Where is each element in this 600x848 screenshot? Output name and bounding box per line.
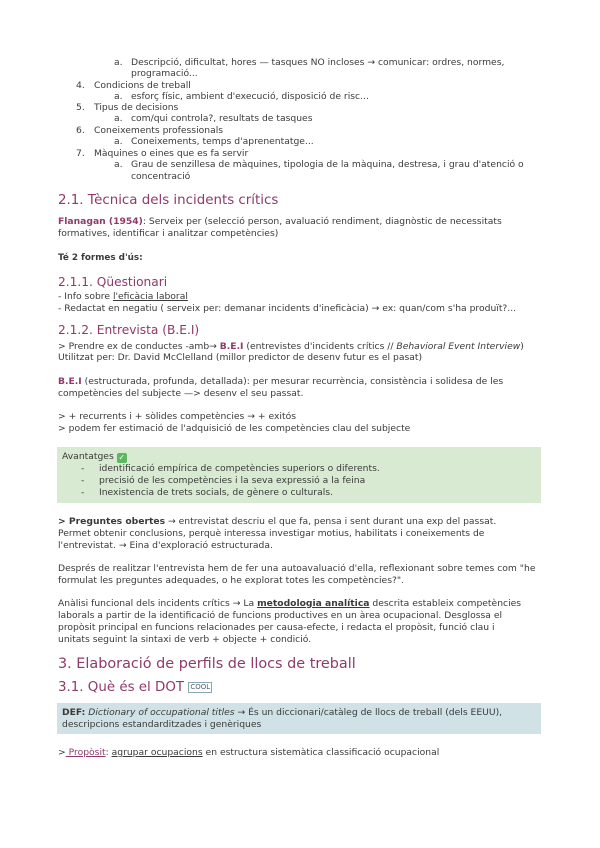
proposit-text: en estructura sistemàtica classificació ocupacional: [202, 747, 440, 758]
proposit-label: Propòsit: [65, 747, 106, 758]
bei-text-cont: competències del subjecte —> desenv el seu passat.: [58, 388, 304, 399]
heading-3-1: [58, 680, 212, 695]
functional-text: Anàlisi funcional dels incidents crítics → La: [58, 598, 258, 609]
list-marker: 4.: [76, 80, 85, 91]
advantage-item: identificació empírica de competències superiors o diferents.: [99, 463, 380, 474]
bei-point: > podem fer estimació de l'adquisició de les competències clau del subjecte: [58, 423, 411, 434]
heading-3-1-text: 3.1. Què és el DOT: [58, 680, 185, 695]
bullet-dash: -: [81, 463, 85, 474]
open-questions-line: [58, 516, 496, 528]
bei-english-term: Behavioral Event Interview: [396, 341, 521, 352]
definition-line: [62, 707, 502, 719]
list-marker: 6.: [76, 125, 85, 136]
functional-text: laborals a partir de la identificació de funcions productives en un àrea ocupacional. Desglossa el: [58, 610, 503, 621]
bei-term: B.E.I: [219, 341, 244, 352]
open-questions-text: Permet obtenir conclusions, perquè interessa investigar motius, habilitats i coneixements de: [58, 528, 485, 539]
advantage-item: Inexistencia de trets socials, de gènere o culturals.: [99, 487, 333, 498]
bullet-dash: -: [81, 487, 85, 498]
open-questions-text: → entrevistat descriu el que fa, pensa i sent durant una exp del passat.: [165, 516, 497, 527]
open-questions-text: l'entrevistat. → Eina d'exploració estructurada.: [58, 540, 273, 551]
list-marker: a.: [114, 159, 123, 170]
list-marker: a.: [114, 91, 123, 102]
questionari-text: - Info sobre: [58, 291, 113, 302]
bei-intro-text: ): [520, 341, 524, 352]
bei-used-by: Utilitzat per: Dr. David McClelland (millor predictor de desenv futur es el pasat): [58, 352, 423, 363]
heading-2-1-2: 2.1.2. Entrevista (B.E.I): [58, 323, 200, 337]
bei-intro-text: (entrevistes d'incidents crítics //: [243, 341, 397, 352]
questionari-line: - Redactat en negatiu ( serveix per: demanar incidents d'ineficàcia) → ex: quan/com s'ha produït?...: [58, 303, 517, 314]
flanagan-text-cont: formatives, identificar i analitzar competències): [58, 228, 279, 239]
flanagan-label: Flanagan (1954): [58, 216, 143, 227]
proposit-colon: :: [105, 747, 112, 758]
functional-text: propòsit principal en funcions relacionades per causa-efecte, i redacta el propòsit, funció clau i: [58, 622, 495, 633]
bei-paragraph: [58, 376, 503, 388]
open-questions-label: > Preguntes obertes: [58, 516, 166, 527]
list-marker: 5.: [76, 102, 85, 113]
proposit-marker: >: [58, 747, 66, 758]
heading-3: 3. Elaboració de perfils de llocs de treball: [58, 656, 356, 672]
advantages-title-text: Avantatges: [62, 451, 114, 462]
list-item-text: esforç físic, ambient d'execució, disposició de risc...: [131, 91, 369, 102]
list-marker: 7.: [76, 148, 85, 159]
functional-text: unitats seguint la sintaxi de verb + objecte + condició.: [58, 634, 312, 645]
bei-intro-text: > Prendre ex de conductes -amb→: [58, 341, 220, 352]
metodologia-link[interactable]: metodologia analítica: [257, 598, 370, 609]
flanagan-text: : Serveix per (selecció person, avaluació rendiment, diagnòstic de necessitats: [142, 216, 502, 227]
heading-2-1-1: 2.1.1. Qüestionari: [58, 275, 168, 289]
advantages-title: [62, 451, 127, 463]
proposit-line: [58, 747, 439, 759]
bei-term: B.E.I: [58, 376, 82, 387]
dot-title: Dictionary of occupational titles: [85, 707, 235, 718]
eficacia-link[interactable]: l'eficàcia laboral: [112, 291, 188, 302]
definition-text: → És un diccionari/catàleg de llocs de treball (dels EEUU),: [234, 707, 503, 718]
definition-box: [57, 703, 541, 734]
definition-text: descripcions estandarditzades i genèriques: [62, 719, 262, 730]
functional-analysis-line: [58, 598, 521, 610]
after-interview-text: Després de realitzar l'entrevista hem de fer una autoavaluació d'ella, reflexionant sobre temes com "he: [58, 563, 536, 574]
list-item-text: com/qui controla?, resultats de tasques: [131, 113, 313, 124]
list-item-text: Coneixements, temps d'aprenentatge...: [131, 136, 314, 147]
list-item-text: Tipus de decisions: [94, 102, 179, 113]
bei-text: (estructurada, profunda, detallada): per mesurar recurrència, consistència i solidesa de les: [81, 376, 504, 387]
list-marker: a.: [114, 136, 123, 147]
after-interview-text: formulat les preguntes adequades, o he explorat totes les competències?".: [58, 575, 405, 586]
forms-label: Té 2 formes d'ús:: [58, 253, 143, 263]
bullet-dash: -: [81, 475, 85, 486]
questionari-line: [58, 291, 188, 303]
list-item-text: programació...: [131, 68, 198, 79]
bei-point: > + recurrents i + sòlides competències → + exitós: [58, 411, 296, 422]
def-label: DEF:: [62, 707, 86, 718]
list-marker: a.: [114, 57, 123, 68]
advantage-item: precisió de les competències i la seva expressió a la feina: [99, 475, 366, 486]
cool-icon: COOL: [190, 683, 211, 691]
advantages-box: [57, 447, 541, 503]
list-item-text: Condicions de treball: [94, 80, 191, 91]
functional-text: descrita estableix competències: [369, 598, 522, 609]
check-icon: ✓: [118, 453, 126, 462]
list-item-text: Coneixements professionals: [94, 125, 224, 136]
list-item-text: Descripció, dificultat, hores — tasques NO incloses → comunicar: ordres, normes,: [131, 57, 505, 68]
flanagan-paragraph: [58, 216, 502, 228]
list-item-text: concentració: [131, 171, 191, 182]
list-marker: a.: [114, 113, 123, 124]
heading-2-1: 2.1. Tècnica dels incidents crítics: [58, 193, 279, 208]
agrupar-link[interactable]: agrupar ocupacions: [111, 747, 203, 758]
list-item-text: Màquines o eines que es fa servir: [94, 148, 249, 159]
list-item-text: Grau de senzillesa de màquines, tipologia de la màquina, destresa, i grau d'atenció o: [131, 159, 524, 170]
